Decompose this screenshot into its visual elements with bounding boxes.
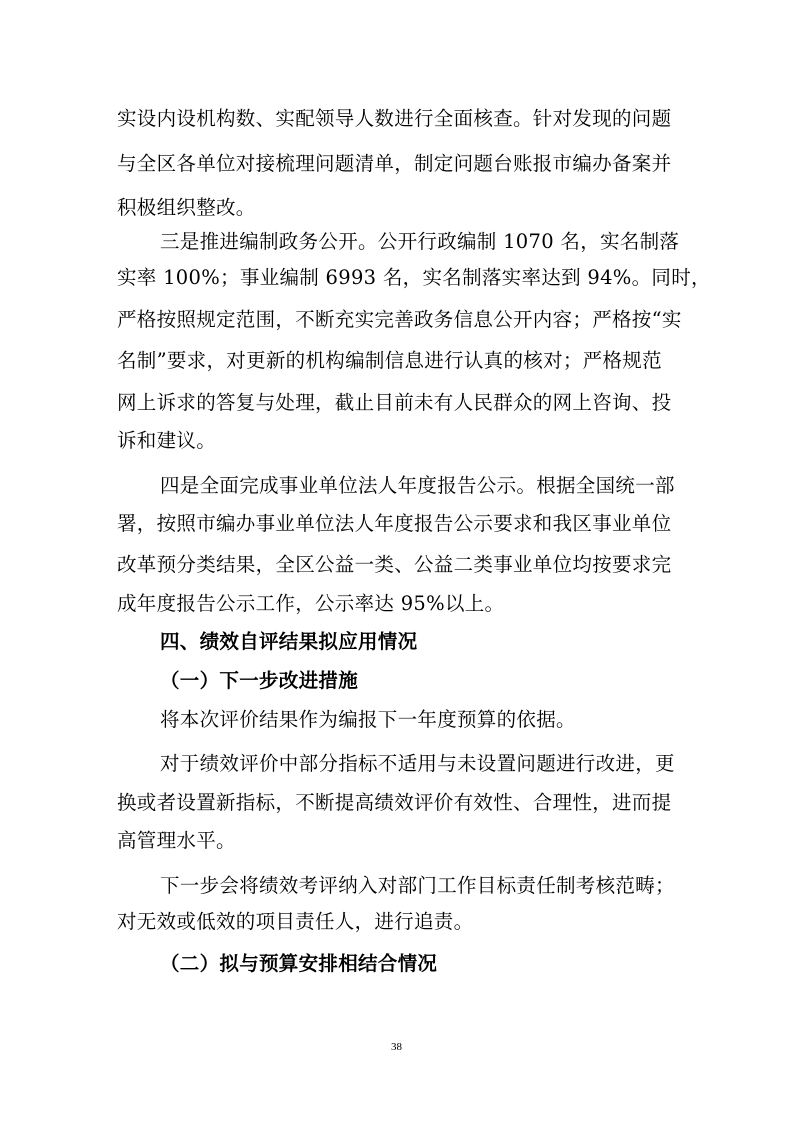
paragraph-line: 实设内设机构数、实配领导人数进行全面核查。针对发现的问题 [117, 107, 672, 130]
paragraph-line: 将本次评价结果作为编报下一年度预算的依据。 [160, 708, 576, 731]
paragraph-line: 四是全面完成事业单位法人年度报告公示。根据全国统一部 [160, 474, 675, 497]
paragraph-line: 成年度报告公示工作，公示率达 95%以上。 [117, 592, 505, 615]
paragraph-line: 换或者设置新指标，不断提高绩效评价有效性、合理性，进而提 [117, 791, 672, 814]
section-heading: 四、绩效自评结果拟应用情况 [160, 630, 418, 653]
page-number: 38 [391, 1041, 402, 1053]
paragraph-line: 网上诉求的答复与处理，截止目前未有人民群众的网上咨询、投 [117, 391, 672, 414]
paragraph-line: 署，按照市编办事业单位法人年度报告公示要求和我区事业单位 [117, 512, 672, 535]
paragraph-line: 高管理水平。 [117, 829, 236, 852]
paragraph-line: 下一步会将绩效考评纳入对部门工作目标责任制考核范畴； [160, 874, 675, 897]
paragraph-line: 积极组织整改。 [117, 196, 256, 219]
paragraph-line: 三是推进编制政务公开。公开行政编制 1070 名，实名制落 [160, 230, 680, 253]
paragraph-line: 名制”要求，对更新的机构编制信息进行认真的核对；严格规范 [117, 349, 662, 372]
paragraph-line: 对无效或低效的项目责任人，进行追责。 [117, 910, 474, 933]
subsection-heading: （二）拟与预算安排相结合情况 [160, 952, 438, 975]
paragraph-line: 诉和建议。 [117, 429, 217, 452]
paragraph-line: 实率 100%；事业编制 6993 名，实名制落实率达到 94%。同时， [117, 266, 711, 289]
paragraph-line: 严格按照规定范围，不断充实完善政务信息公开内容；严格按“实 [117, 308, 682, 331]
paragraph-line: 改革预分类结果，全区公益一类、公益二类事业单位均按要求完 [117, 553, 672, 576]
subsection-heading: （一）下一步改进措施 [160, 669, 359, 692]
paragraph-line: 对于绩效评价中部分指标不适用与未设置问题进行改进，更 [160, 752, 675, 775]
paragraph-line: 与全区各单位对接梳理问题清单，制定问题台账报市编办备案并 [117, 152, 672, 175]
